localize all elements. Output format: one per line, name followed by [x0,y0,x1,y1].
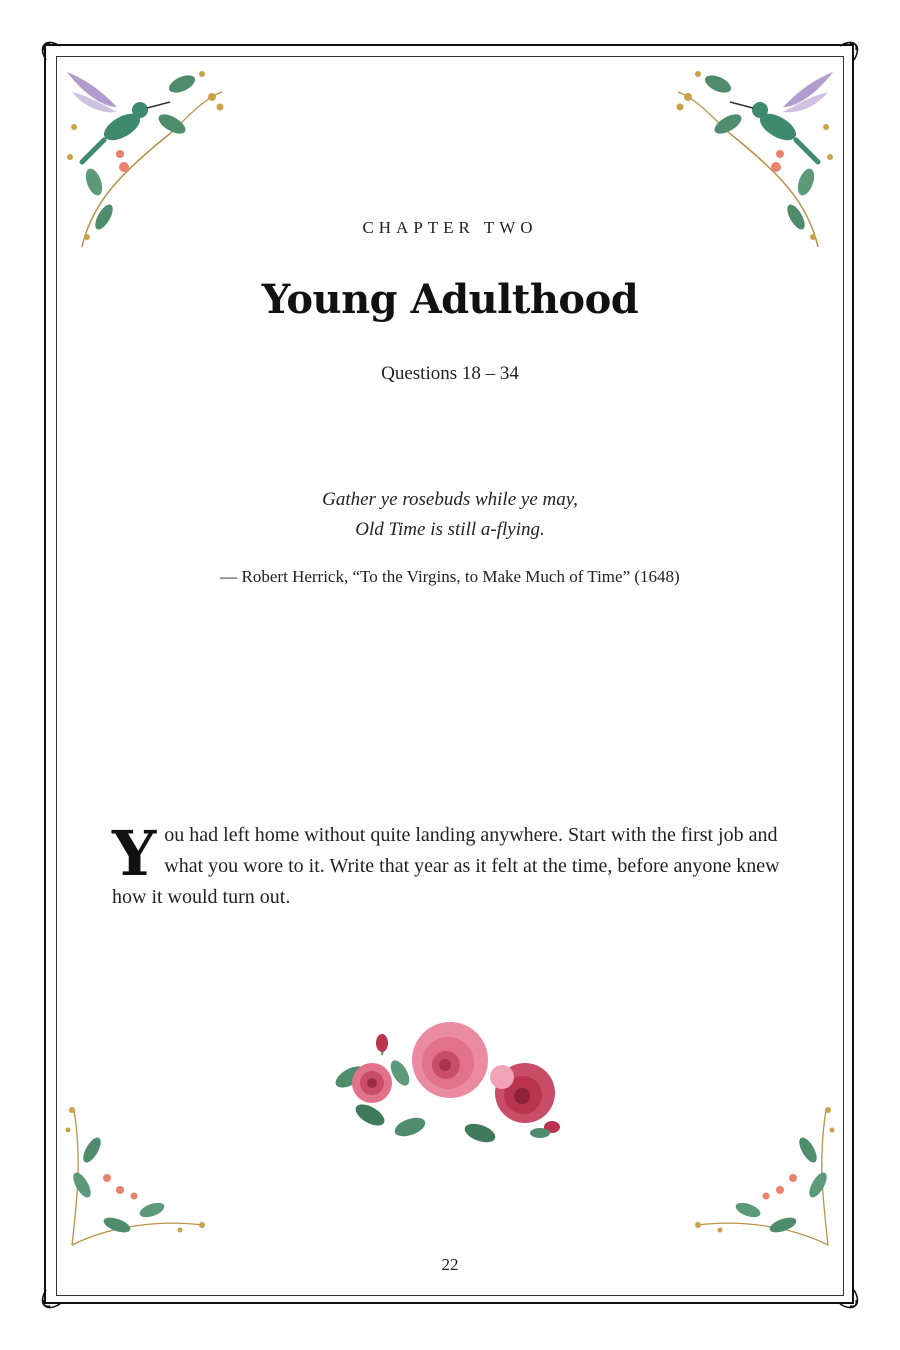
drop-cap: Y [112,817,157,890]
chapter-subtitle: Questions 18 – 34 [381,363,519,384]
rose-illustration [330,1015,570,1150]
epigraph [0,485,900,545]
floral-sprig-bottom-right [688,1100,838,1250]
epigraph-attribution: — Robert Herrick, “To the Virgins, to Make Much of Time” (1648) [220,567,680,586]
corner-curl-top-left [36,36,62,62]
body-paragraph [112,817,792,913]
chapter-title: Young Adulthood [261,276,639,323]
epigraph-line-2: Old Time is still a-flying. [355,519,545,540]
corner-curl-bottom-right [838,1288,864,1314]
chapter-label: CHAPTER TWO [362,218,538,237]
body-text: ou had left home without quite landing anywhere. Start with the first job and what you wore to it. Write that year as it felt at the time, before anyone knew how it would turn out. [112,824,780,908]
page-number: 22 [441,1255,459,1274]
corner-curl-bottom-left [36,1288,62,1314]
corner-curl-top-right [838,36,864,62]
floral-sprig-bottom-left [62,1100,212,1250]
epigraph-line-1: Gather ye rosebuds while ye may, [322,489,578,510]
